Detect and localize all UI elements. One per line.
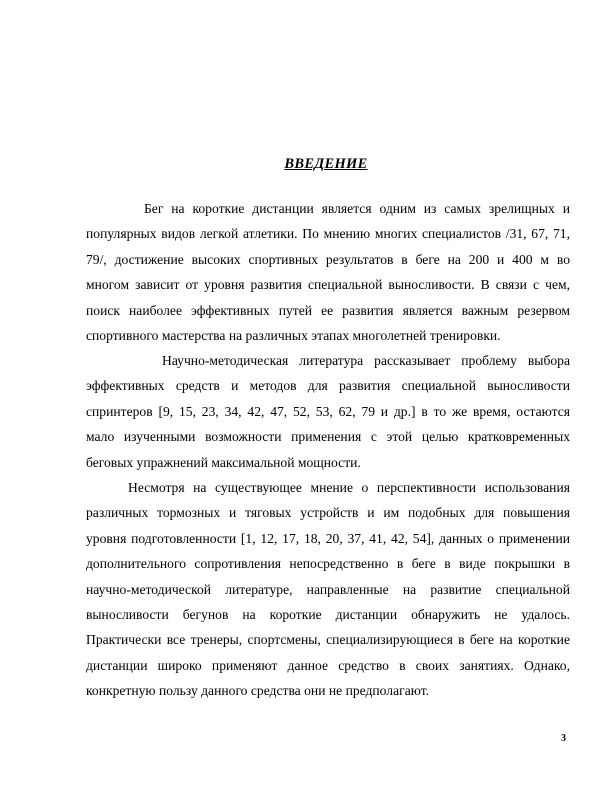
paragraph-line: Научно-методическая литература рассказывает проблему выбора — [162, 353, 570, 368]
paragraph-line: научно-методической литературе, направленные на развитие специальной — [86, 581, 570, 597]
paragraph-line: Бег на короткие дистанции является одним из самых зрелищных и — [144, 201, 570, 216]
paragraph-line: выносливости бегунов на короткие дистанции обнаружить не удалось. — [86, 606, 570, 622]
paragraph-line: дистанции широко применяют данное средство в своих занятиях. Однако, — [86, 657, 570, 673]
paragraph-line: эффективных средств и методов для развития специальной выносливости — [86, 378, 570, 394]
paragraph-1 — [86, 196, 570, 348]
paragraph-line: Практически все тренеры, спортсмены, специализирующиеся в беге на короткие — [86, 632, 570, 648]
paragraph-line: популярных видов легкой атлетики. По мнению многих специалистов /31, 67, 71, — [86, 226, 570, 242]
page-number: 3 — [561, 733, 566, 744]
paragraph-line: мало изученными возможности применения с этой целью кратковременных — [86, 429, 570, 445]
paragraph-line: 79/, достижение высоких спортивных результатов в беге на 200 и 400 м во — [86, 251, 570, 267]
paragraph-line: спринтеров [9, 15, 23, 34, 42, 47, 52, 53, 62, 79 и др.] в то же время, остаются — [86, 403, 570, 419]
paragraph-line: уровня подготовленности [1, 12, 17, 18, 20, 37, 41, 42, 54], данных о применении — [86, 530, 570, 546]
paragraph-line: многом зависит от уровня развития специальной выносливости. В связи с чем, — [86, 277, 570, 293]
paragraph-line: беговых упражнений максимальной мощности. — [86, 454, 361, 470]
paragraph-2 — [86, 348, 570, 475]
page-title: ВВЕДЕНИЕ — [284, 156, 368, 172]
paragraph-3 — [86, 475, 570, 704]
paragraph-line: Несмотря на существующее мнение о перспективности использования — [128, 480, 570, 495]
paragraph-line: дополнительного сопротивления непосредственно в беге в виде покрышки в — [86, 556, 570, 572]
paragraph-line: различных тормозных и тяговых устройств и им подобных для повышения — [86, 505, 570, 521]
paragraph-line: спортивного мастерства на различных этапах многолетней тренировки. — [86, 327, 501, 343]
paragraph-line: поиск наиболее эффективных путей ее развития является важным резервом — [86, 302, 570, 318]
paragraph-line: конкретную пользу данного средства они не предполагают. — [86, 683, 430, 699]
